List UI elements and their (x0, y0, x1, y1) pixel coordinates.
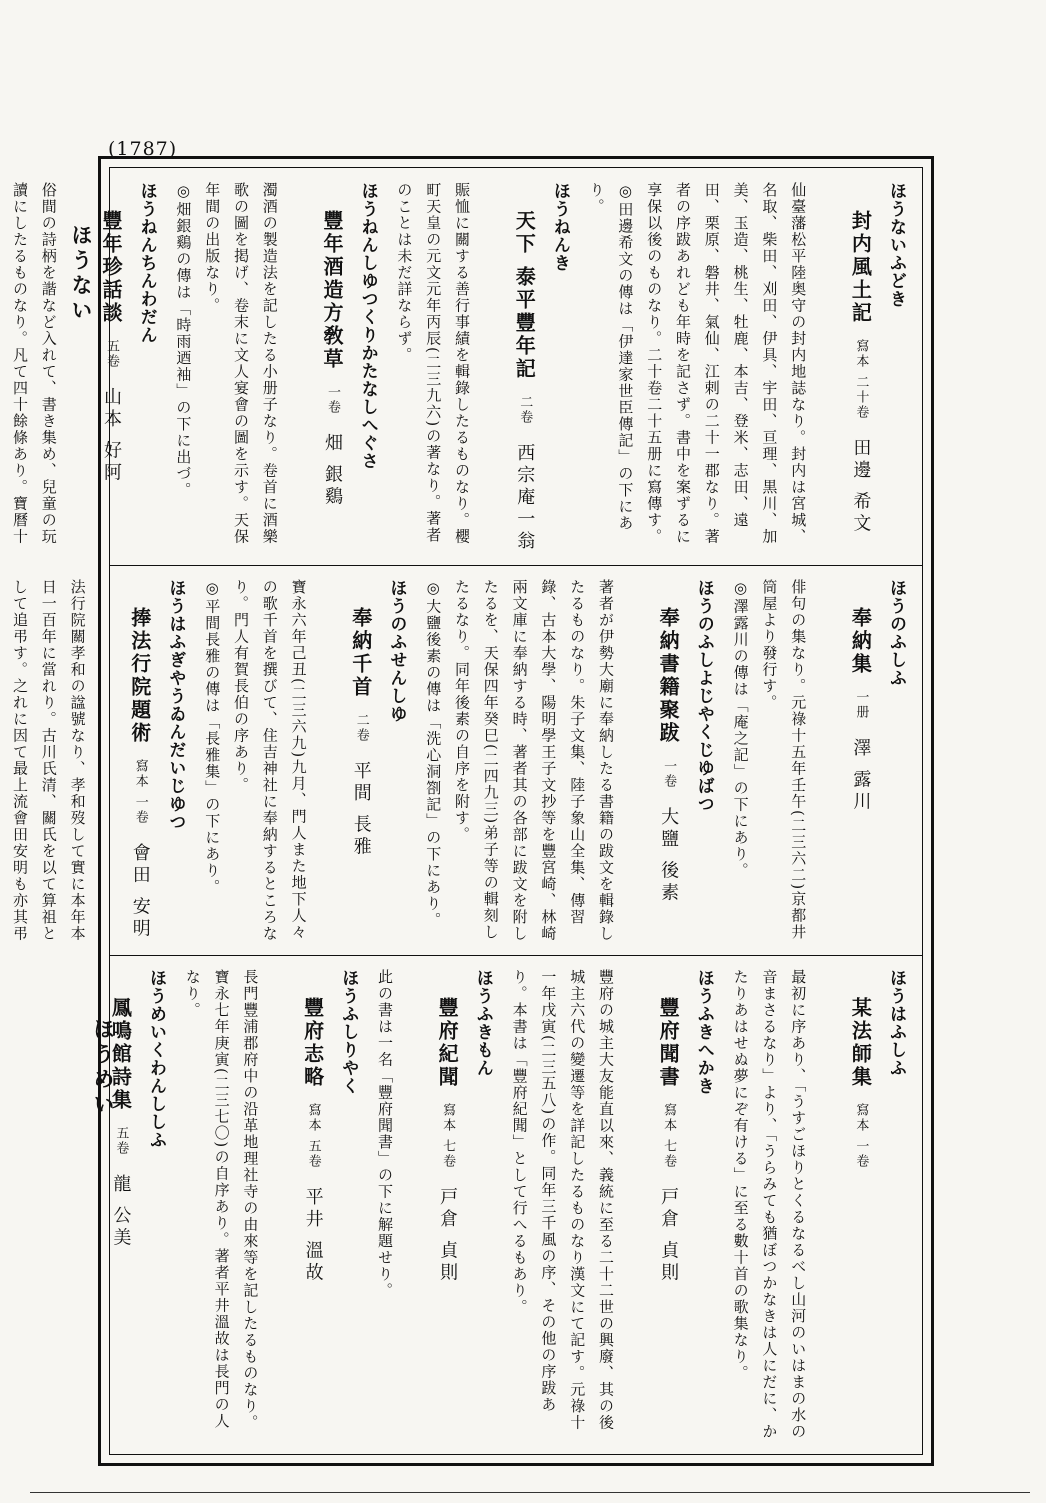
side-label-bottom: ほうめい (91, 1018, 115, 1118)
entry-middle-0 (726, 579, 912, 945)
band-middle (11, 565, 922, 956)
entry-author: 大鹽 後素 (658, 807, 680, 905)
entry-title: 奉納千首 (348, 607, 373, 699)
entry-body: 俗間の詩柄を諧など入れて、書き集め、兒童の玩讀にしたるものなり。凡て四十餘條あり。寶曆十 (11, 182, 58, 545)
entry-title: 豐府聞書 (656, 997, 681, 1089)
entry-author: 會田 安明 (129, 843, 151, 941)
entry-bottom-2 (370, 969, 499, 1444)
entry-title: 豐府紀聞 (435, 997, 460, 1089)
entry-title-line (341, 607, 379, 945)
page-number: (1787) (108, 138, 178, 160)
entry-title-line (101, 997, 139, 1444)
entry-body: 最初に序あり、「うすごほりとくるなるべし山河のいはまの水の音まさるなり」より、「うらみても猶ぼつかなきは人にだに、かたりあはせぬ夢にぞ有ける」に至る數十首の歌集なり。 (731, 969, 808, 1440)
entry-kana: ほうめいくわんししふ (145, 969, 166, 1149)
entry-volume: 五卷 (103, 339, 119, 369)
entry-body: 法行院關孝和の諡號なり、孝和歿して實に本年本日一百年に當れり。古川氏清、關氏を以て算祖として追弔す。之れに因て最上流會田安明も亦其弔 (11, 579, 87, 942)
entry-author: 山本 好阿 (100, 387, 122, 485)
entry-kana: ほうはふしふ (886, 969, 906, 1077)
band-top (11, 168, 922, 566)
entry-title: 豐府志略 (300, 997, 325, 1089)
entry-kana: ほうふしりやく (338, 969, 359, 1095)
entry-top-2 (169, 182, 384, 555)
entry-title-line (293, 997, 331, 1444)
entry-author: 田邊 希文 (850, 438, 872, 536)
entry-author: 龍 公美 (110, 1174, 132, 1250)
entry-bottom-4 (101, 969, 172, 1444)
entry-kana: ほうふきもん (472, 969, 493, 1077)
entry-body: 濁酒の製造法を記したる小册子なり。卷首に酒樂歌の圖を掲げ、卷末に文人宴會の圖を示す。天保年間の出版なり。 (203, 182, 279, 545)
entry-volume: 寫本 七卷 (661, 1103, 677, 1170)
entry-volume: 寫本 一卷 (132, 759, 148, 826)
entry-volume: 五卷 (113, 1126, 129, 1156)
entry-title-line (505, 210, 543, 555)
entry-note: ◎大鹽後素の傳は「洗心洞劄記」の下にあり。 (424, 579, 443, 929)
entry-volume: 寫本 五卷 (305, 1103, 321, 1170)
entry-middle-2 (197, 579, 412, 945)
entry-body: 賑恤に關する善行事績を輯錄したるものなり。櫻町天皇の元文元年丙辰(二三九六)の著なり。著者のことは未だ詳ならず。 (395, 182, 471, 545)
entry-top-3 (0, 182, 163, 555)
entry-title: 鳳鳴館詩集 (108, 997, 133, 1112)
entry-note: ◎澤露川の傳は「庵之記」の下にあり。 (731, 579, 750, 879)
entry-middle-1 (418, 579, 719, 945)
entry-body: 寶永六年己丑(二三六九)九月、門人また地下人々の歌千首を撰びて、住吉神社に奉納するところなり。門人有賀長伯の序あり。 (232, 579, 308, 942)
entry-title: 奉納集 (848, 607, 873, 676)
entry-body: 豐府の城主大友能直以來、義統に至る二十二世の興廢、其の後城主六代の變遷等を詳記したるものなり漢文にて記す。元祿十一年戊寅(二三五八)の作。同年三千風の序、その他の序跋あり。本書は「豐府紀聞」として行へるもあり。 (510, 969, 615, 1431)
entry-volume: 一卷 (324, 385, 340, 415)
entry-volume: 寫本 一卷 (853, 1103, 869, 1170)
page-frame-inner (11, 167, 923, 1455)
entry-volume: 二卷 (517, 394, 533, 425)
entry-title: 天下 泰平豐年記 (512, 210, 537, 381)
entry-kana: ほうのふしふ (886, 579, 906, 687)
entry-title: 封内風土記 (848, 210, 873, 325)
entry-volume: 寫本 二十卷 (853, 339, 869, 421)
entry-note: ◎田邊希文の傳は「伊達家世臣傳記」の下にあり。 (587, 182, 635, 532)
entry-title: 捧法行院題術 (127, 607, 152, 745)
entry-author: 西宗庵一翁 (514, 442, 536, 553)
entry-author: 戸倉 貞則 (437, 1187, 459, 1285)
entry-author: 澤 露川 (850, 738, 872, 814)
entry-title-line (649, 607, 687, 945)
entry-title: 某法師集 (848, 997, 873, 1089)
bottom-edge-line (30, 1492, 1030, 1493)
entry-title-line (841, 210, 879, 555)
entry-kana: ほうはふぎやうゐんだいじゆつ (165, 579, 186, 831)
entry-body: 仙臺藩松平陸奥守の封内地誌なり。封内は宮城、名取、柴田、刈田、伊具、宇田、亘理、黒川、加美、玉造、桃生、牡鹿、本吉、登米、志田、遠田、栗原、磐井、氣仙、江剌の二十一郡なり。著者の序跋あれども年時を記さず。書中を案ずるに享保以後のものなり。二十卷二十五册に寫傳す。 (645, 182, 808, 545)
entry-title-line (841, 607, 879, 945)
entry-kana: ほうふきへかき (693, 969, 714, 1095)
entry-bottom-3 (178, 969, 364, 1444)
entry-author: 戸倉 貞則 (658, 1187, 680, 1285)
entry-title-line (313, 210, 351, 555)
entry-bottom-1 (505, 969, 720, 1444)
band-middle-text (11, 565, 922, 955)
side-label-top: ほうない (69, 224, 93, 324)
entry-title: 豐年珍話談 (98, 210, 123, 325)
entry-title-line (649, 997, 687, 1444)
entry-body: 此の書は一名「豐府聞書」の下に解題せり。 (375, 969, 394, 1299)
entry-kana: ほうないふどき (886, 182, 906, 308)
entry-volume: 一卷 (661, 759, 677, 789)
entry-title-line (428, 997, 466, 1444)
entry-volume: 一册 (853, 690, 869, 720)
entry-kana: ほうのふしよじやくじゆばつ (693, 579, 714, 813)
entry-note: ◎畑銀鷄の傳は「時雨迺袖」の下に出づ。 (174, 182, 193, 499)
entry-volume: 二卷 (353, 713, 369, 743)
band-bottom (110, 955, 922, 1454)
entry-author: 平間 長雅 (350, 761, 372, 859)
entry-body: 長門豐浦郡府中の沿革地理社寺の由來等を記したるものなり。寶永七年庚寅(二三七〇)の自序あり。著者平井溫故は長門の人なり。 (183, 969, 260, 1431)
entry-title-line (841, 997, 879, 1444)
entry-title-line (92, 210, 130, 555)
band-top-text (11, 168, 922, 565)
entry-body: 俳句の集なり。元祿十五年壬午(二三六二)京都井筒屋より發行す。 (760, 579, 808, 941)
band-bottom-text (110, 955, 922, 1454)
entry-bottom-0 (726, 969, 912, 1444)
entry-middle-3 (0, 579, 191, 945)
entry-top-1 (390, 182, 576, 555)
entry-top-0 (582, 182, 912, 555)
entry-kana: ほうねんしゆつくりかたなしへぐさ (357, 182, 378, 470)
entry-author: 畑 銀鷄 (321, 433, 343, 509)
entry-note: ◎平間長雅の傳は「長雅集」の下にあり。 (203, 579, 222, 896)
entry-body: 著者が伊勢大廟に奉納したる書籍の跋文を輯錄したるものなり。朱子文集、陸子象山全集、傳習錄、古本大學、陽明學王子文抄等を豐宮崎、林崎兩文庫に奉納する時、著者其の各部に跋文を附したるを、天保四年癸巳(二四九三)弟子等の輯刻したるなり。同年後素の自序を附す。 (453, 579, 615, 942)
entry-title: 豐年酒造方敎草 (319, 210, 344, 371)
entry-author: 平井 溫故 (302, 1187, 324, 1285)
entry-kana: ほうねんき (549, 182, 570, 272)
entry-kana: ほうのふせんしゆ (386, 579, 407, 723)
page-frame (11, 156, 934, 1466)
entry-title: 奉納書籍聚跋 (656, 607, 681, 745)
entry-kana: ほうねんちんわだん (136, 182, 157, 344)
entry-volume: 寫本 七卷 (440, 1103, 456, 1170)
entry-title-line (120, 607, 158, 945)
